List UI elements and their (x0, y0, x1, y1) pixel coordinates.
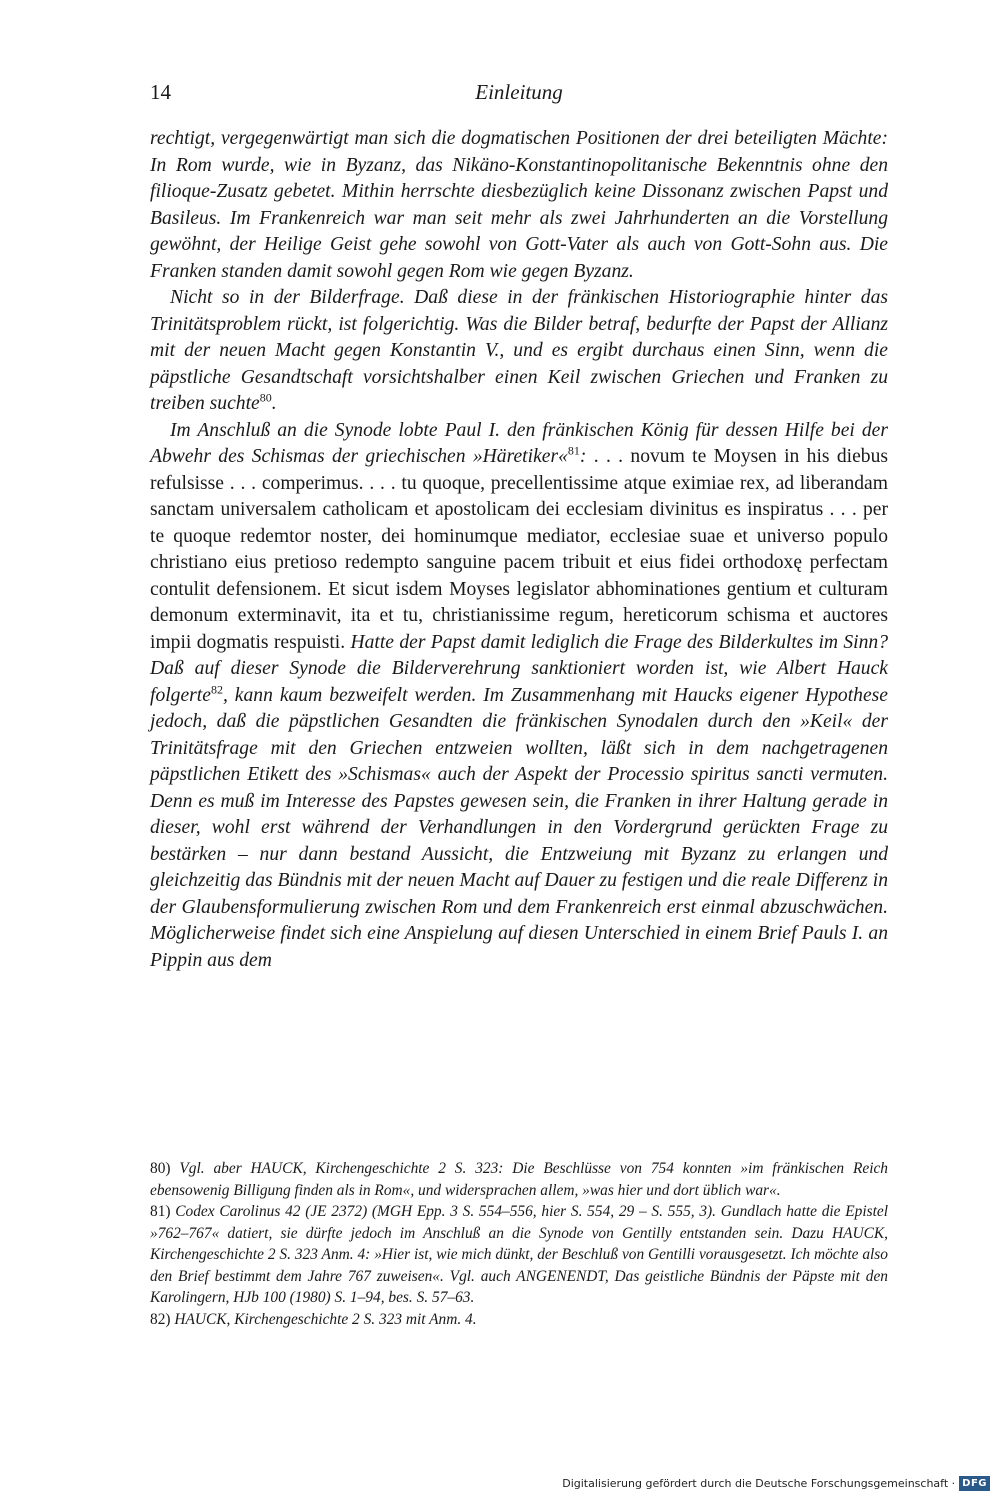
paragraph-2-text: Nicht so in der Bilderfrage. Daß diese in der fränkischen Historiographie hinter das Trinitätsproblem rückt, ist folgerichtig. Was die Bilder betraf, bedurfte der Papst der Allianz mit der neuen Macht gegen Konstantin V., und es ergibt durchaus einen Sinn, wenn die päpstliche Gesandtschaft vorsichtshalber einen Keil zwischen Griechen und Franken zu treiben suchte (150, 287, 888, 414)
paragraph-2 (150, 285, 888, 418)
running-header (150, 80, 888, 116)
footnote-80 (150, 1158, 888, 1201)
page-number: 14 (150, 80, 171, 104)
paragraph-2-end: . (271, 393, 277, 414)
paragraph-1-text: rechtigt, vergegenwärtigt man sich die dogmatischen Positionen der drei beteiligten Mächte: In Rom wurde, wie in Byzanz, das Nikäno-Konstantinopolitanische Bekenntnis ohne den filioque-Zusatz gebetet. Mithin herrschte diesbezüglich keine Dissonanz zwischen Papst und Basileus. Im Frankenreich war man seit mehr als zwei Jahrhunderten an die Vorstellung gewöhnt, der Heilige Geist gehe sowohl von Gott-Vater als auch von Gott-Sohn aus. Die Franken standen damit sowohl gegen Rom wie gegen Byzanz. (150, 128, 888, 282)
footnote-ref-82[interactable]: 82 (210, 681, 223, 696)
footnotes (150, 1158, 888, 1330)
footnote-81 (150, 1201, 888, 1309)
latin-quotation: . . . novum te Moysen in his diebus refulsisse . . . comperimus. . . . tu quoque, precellentissime atque eximiae rex, ad liberandam sanctam universalem catholicam et apostolicam dei ecclesiam divinitus es inspiratus . . . per te quoque redemtor noster, dei hominumque mediator, ecclesiae suae et universo populo christiano eius pretioso redempto sanguine pacem tribuit et eius fidei orthodoxę perfectam contulit defensionem. Et sicut isdem Moyses legislator abhominationes gentium et culturam demonum exterminavit, ita et tu, christianissime regum, hereticorum schisma et auctores impii dogmatis respuisti. (150, 446, 888, 653)
paragraph-1 (150, 126, 888, 285)
paragraph-3 (150, 418, 888, 975)
footnote-81-text: Codex Carolinus 42 (JE 2372) (MGH Epp. 3 S. 554–556, hier S. 554, 29 – S. 555, 3). Gundlach hatte die Epistel »762–767« datiert, sie dürfte jedoch im Anschluß an die Synode von Gentilly entstanden sein. Dazu HAUCK, Kirchengeschichte 2 S. 323 Anm. 4: »Hier ist, wie mich dünkt, der Beschluß von Gentilli vorausgesetzt. Ich möchte also den Brief bestimmt dem Jahre 767 zuweisen«. Vgl. auch ANGENENDT, Das geistliche Bündnis der Päpste mit den Karolingern, HJb 100 (1980) S. 1–94, bes. S. 57–63. (150, 1203, 888, 1306)
footnote-82-text: HAUCK, Kirchengeschichte 2 S. 323 mit Anm. 4. (170, 1310, 477, 1328)
footnote-82 (150, 1309, 888, 1331)
dfg-logo: DFG (959, 1476, 990, 1491)
footnote-80-label: 80) (150, 1160, 171, 1177)
main-text (150, 126, 888, 974)
footnote-ref-80[interactable]: 80 (259, 390, 272, 405)
running-title: Einleitung (475, 80, 563, 104)
watermark-text: Digitalisierung gefördert durch die Deutsche Forschungsgemeinschaft · (562, 1476, 956, 1490)
paragraph-3-commentary: Hatte der Papst damit lediglich die Frage des Bilderkultes im Sinn? Daß auf dieser Synode die Bilderverehrung sanktioniert worden ist, wie Albert Hauck folgerte (150, 631, 888, 706)
paragraph-3-intro: Im Anschluß an die Synode lobte Paul I. den fränkischen König für dessen Hilfe bei der Abwehr des Schismas der griechischen »Häretiker« (150, 419, 888, 467)
paragraph-3-colon: : (579, 446, 587, 467)
paragraph-3-continuation: , kann kaum bezweifelt werden. Im Zusammenhang mit Haucks eigener Hypothese jedoch, daß die päpstlichen Gesandten die fränkischen Synodalen durch den »Keil« der Trinitätsfrage mit den Griechen entzweien wollten, läßt sich in dem nachgetragenen päpstlichen Etikett des »Schismas« auch der Aspekt der Processio spiritus sancti vermuten. Denn es muß im Interesse des Papstes gewesen sein, die Franken in ihrer Haltung gerade in dieser, wohl erst während der Verhandlungen in den Vordergrund gerückten Frage zu bestärken – nur dann bestand Aussicht, die Entzweiung mit Byzanz zu erlangen und gleichzeitig das Bündnis mit der neuen Macht auf Dauer zu festigen und die reale Differenz in der Glaubensformulierung zwischen Rom und dem Frankenreich erst einmal abzuschwächen. Möglicherweise findet sich eine Anspielung auf diesen Unterschied in einem Brief Pauls I. an Pippin aus dem (150, 684, 888, 971)
footnote-81-label: 81) (150, 1203, 171, 1220)
footnote-80-text: Vgl. aber HAUCK, Kirchengeschichte 2 S. 323: Die Beschlüsse von 754 konnten »im fränkischen Reich ebensowenig Billigung finden als in Rom«, und widersprachen allem, »was hier und dort üblich war«. (150, 1160, 888, 1199)
digitization-watermark (562, 1473, 990, 1493)
footnote-82-label: 82) (150, 1310, 171, 1328)
footnote-ref-81[interactable]: 81 (567, 443, 580, 458)
